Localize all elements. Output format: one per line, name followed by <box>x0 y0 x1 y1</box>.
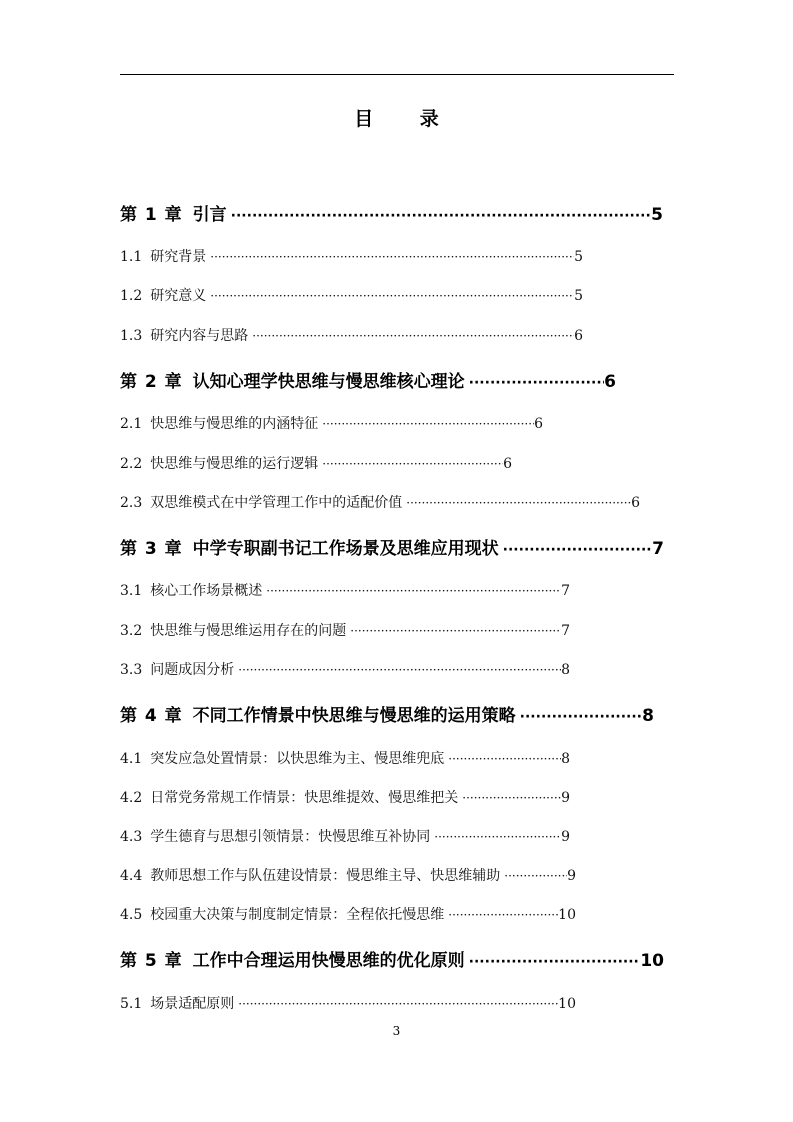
page-ref: 5 <box>574 249 583 265</box>
dot-leader <box>210 250 574 264</box>
section-title: 教师思想工作与队伍建设情景：慢思维主导、快思维辅助 <box>150 868 501 884</box>
chapter-title: 认知心理学快思维与慢思维核心理论 <box>192 372 465 392</box>
toc-chapter-3[interactable] <box>120 534 664 559</box>
page-ref: 7 <box>652 539 664 559</box>
toc-section-1-1[interactable] <box>120 246 583 266</box>
toc-section-3-3[interactable] <box>120 659 570 679</box>
section-title: 核心工作场景概述 <box>150 583 263 599</box>
section-title: 校园重大决策与制度制定情景：全程依托慢思维 <box>150 907 445 923</box>
dot-leader <box>520 709 642 725</box>
chapter-number: 第 2 章 <box>120 372 183 392</box>
page-number: 3 <box>392 1024 401 1038</box>
section-title: 研究意义 <box>150 288 207 304</box>
dot-leader <box>238 663 561 677</box>
toc-section-2-3[interactable] <box>120 492 640 512</box>
dot-leader <box>238 997 558 1011</box>
page-ref: 6 <box>534 416 543 432</box>
toc-section-1-3[interactable] <box>120 325 583 345</box>
section-title: 日常党务常规工作情景：快思维提效、慢思维把关 <box>150 790 459 806</box>
toc-section-3-2[interactable] <box>120 620 570 640</box>
page-ref: 7 <box>561 583 570 599</box>
toc-section-3-1[interactable] <box>120 580 570 600</box>
dot-leader <box>469 954 641 970</box>
page-ref: 10 <box>640 951 664 971</box>
page-ref: 9 <box>567 868 576 884</box>
page-ref: 10 <box>558 907 576 923</box>
dot-leader <box>210 289 574 303</box>
section-title: 快思维与慢思维运用存在的问题 <box>150 623 347 639</box>
section-title: 研究内容与思路 <box>150 328 249 344</box>
section-title: 学生德育与思想引领情景：快慢思维互补协同 <box>150 829 431 845</box>
section-number: 4.3 <box>120 829 143 845</box>
toc-section-4-5[interactable] <box>120 904 576 924</box>
page-ref: 6 <box>631 495 640 511</box>
toc-section-2-2[interactable] <box>120 453 512 473</box>
toc-chapter-2[interactable] <box>120 367 616 392</box>
section-title: 快思维与慢思维的运行逻辑 <box>150 456 319 472</box>
page-ref: 9 <box>561 829 570 845</box>
toc-section-1-2[interactable] <box>120 285 583 305</box>
section-number: 4.2 <box>120 790 143 806</box>
section-number: 1.1 <box>120 249 143 265</box>
chapter-title: 工作中合理运用快慢思维的优化原则 <box>192 951 465 971</box>
dot-leader <box>462 791 561 805</box>
dot-leader <box>503 542 652 558</box>
page-ref: 5 <box>651 205 663 225</box>
chapter-title: 引言 <box>192 205 227 225</box>
page-ref: 10 <box>558 996 576 1012</box>
section-title: 快思维与慢思维的内涵特征 <box>150 416 319 432</box>
chapter-number: 第 5 章 <box>120 951 183 971</box>
dot-leader <box>504 869 567 883</box>
toc-chapter-5[interactable] <box>120 946 664 971</box>
dot-leader <box>252 329 574 343</box>
section-number: 1.3 <box>120 328 143 344</box>
toc-section-4-4[interactable] <box>120 865 576 885</box>
page-ref: 8 <box>642 706 654 726</box>
dot-leader <box>322 417 534 431</box>
section-number: 1.2 <box>120 288 143 304</box>
section-number: 4.4 <box>120 868 143 884</box>
toc-section-4-2[interactable] <box>120 787 570 807</box>
chapter-title: 不同工作情景中快思维与慢思维的运用策略 <box>192 706 516 726</box>
toc-section-4-1[interactable] <box>120 748 570 768</box>
chapter-title: 中学专职副书记工作场景及思维应用现状 <box>192 539 499 559</box>
page-ref: 6 <box>604 372 616 392</box>
toc-chapter-1[interactable] <box>120 200 663 225</box>
dot-leader <box>231 208 651 224</box>
section-title: 问题成因分析 <box>150 662 235 678</box>
page-ref: 5 <box>574 288 583 304</box>
section-number: 4.5 <box>120 907 143 923</box>
dot-leader <box>469 375 604 391</box>
toc-section-2-1[interactable] <box>120 413 543 433</box>
section-number: 2.1 <box>120 416 143 432</box>
page-ref: 9 <box>561 790 570 806</box>
section-number: 3.3 <box>120 662 143 678</box>
page-ref: 6 <box>574 328 583 344</box>
chapter-number: 第 3 章 <box>120 539 183 559</box>
header-rule <box>120 74 674 75</box>
page-ref: 8 <box>561 662 570 678</box>
section-number: 3.2 <box>120 623 143 639</box>
section-number: 5.1 <box>120 996 143 1012</box>
dot-leader <box>434 830 561 844</box>
section-title: 场景适配原则 <box>150 996 235 1012</box>
section-number: 2.3 <box>120 495 143 511</box>
page-ref: 8 <box>561 751 570 767</box>
toc-section-5-1[interactable] <box>120 993 576 1013</box>
section-title: 双思维模式在中学管理工作中的适配价值 <box>150 495 403 511</box>
chapter-number: 第 4 章 <box>120 706 183 726</box>
toc-title: 目 录 <box>354 108 459 130</box>
chapter-number: 第 1 章 <box>120 205 183 225</box>
dot-leader <box>448 908 558 922</box>
section-number: 4.1 <box>120 751 143 767</box>
page-ref: 7 <box>561 623 570 639</box>
toc-chapter-4[interactable] <box>120 701 654 726</box>
section-title: 研究背景 <box>150 249 207 265</box>
dot-leader <box>266 584 561 598</box>
section-title: 突发应急处置情景：以快思维为主、慢思维兜底 <box>150 751 445 767</box>
section-number: 3.1 <box>120 583 143 599</box>
dot-leader <box>448 752 561 766</box>
section-number: 2.2 <box>120 456 143 472</box>
dot-leader <box>322 457 503 471</box>
page-ref: 6 <box>503 456 512 472</box>
dot-leader <box>406 496 631 510</box>
toc-section-4-3[interactable] <box>120 826 570 846</box>
dot-leader <box>350 624 561 638</box>
